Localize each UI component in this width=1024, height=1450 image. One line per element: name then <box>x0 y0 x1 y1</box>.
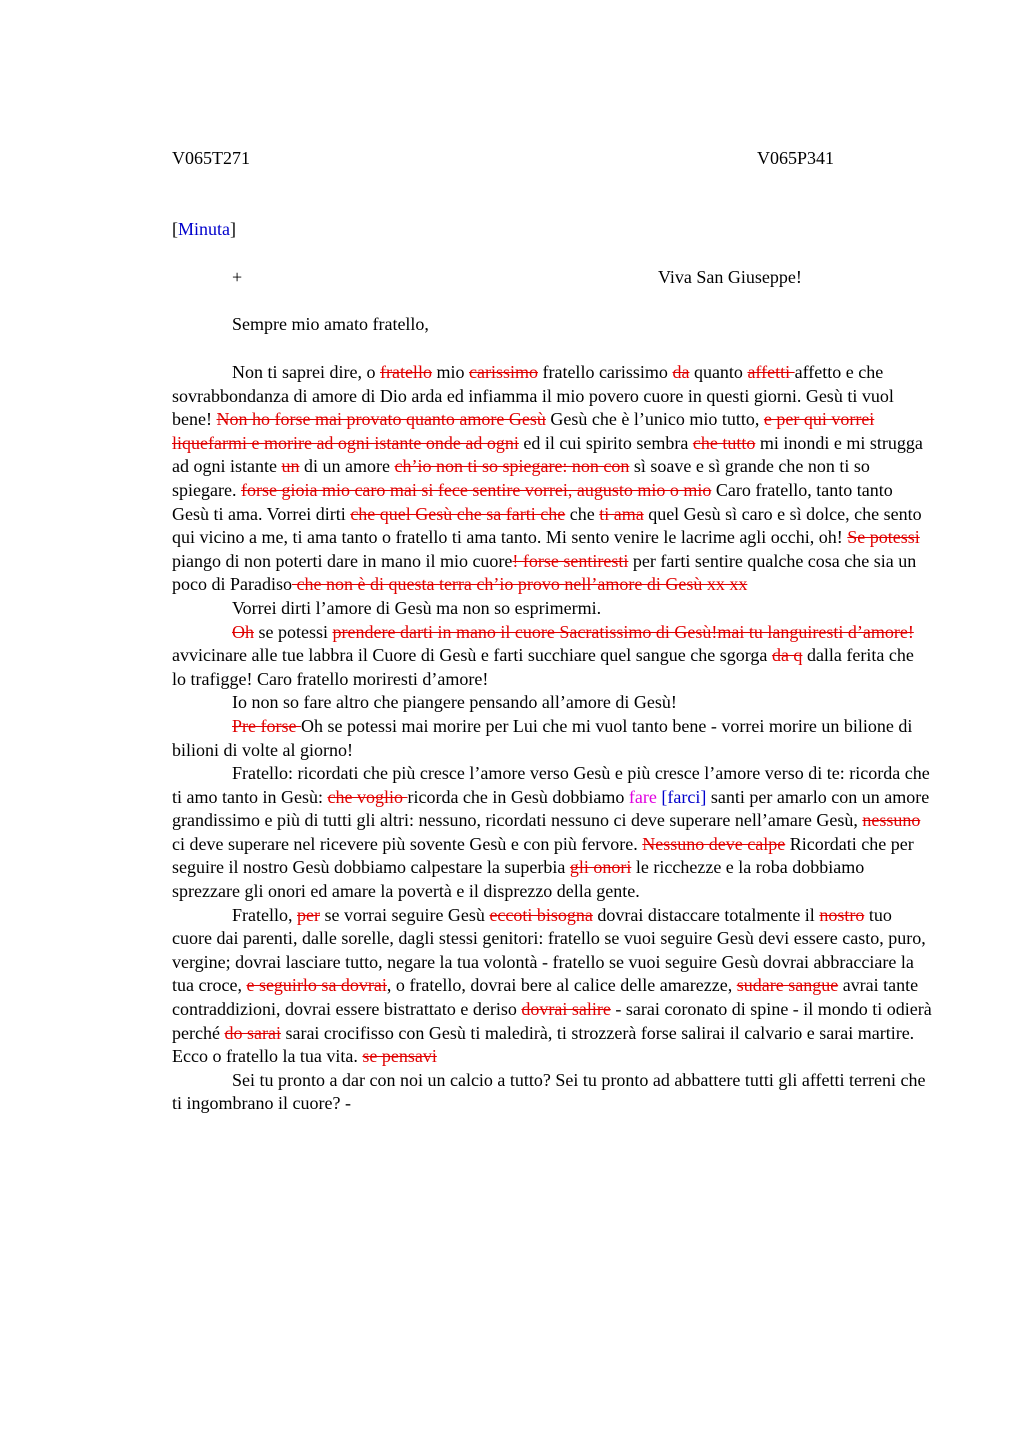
text-run: ricorda che in Gesù dobbiamo <box>407 786 629 807</box>
deleted-text: Oh <box>232 621 254 642</box>
letter-paragraph <box>172 361 932 597</box>
document-code-left: V065T271 <box>172 148 250 168</box>
deleted-text: forse gioia mio caro mai si fece sentire vorrei, augusto mio o mio <box>240 479 712 500</box>
text-run: Caro fratello, tanto tanto Gesù ti ama. Vorrei dirti <box>172 479 893 524</box>
deleted-text: ! forse sentiresti <box>512 550 629 571</box>
letter-paragraph <box>172 691 932 715</box>
text-run: fratello carissimo <box>537 362 673 382</box>
deleted-text: che voglio <box>327 786 408 807</box>
letter-paragraph <box>172 621 932 692</box>
text-run: ed il cui spirito sembra <box>518 432 693 453</box>
text-run: mi inondi e mi strugga ad ogni istante <box>172 432 923 477</box>
deleted-text: da <box>672 362 690 382</box>
text-run: Oh se potessi mai morire per Lui che mi vuol tanto bene - vorrei morire un bilione di bilioni di volte al giorno! <box>172 715 913 760</box>
letter-paragraph <box>172 904 932 1069</box>
text-run: avrai tante contraddizioni, dovrai essere bistrattato e deriso <box>172 975 919 1020</box>
deleted-text: Non ho forse mai provato quanto amore Gesù <box>216 409 546 430</box>
text-run: mio <box>431 362 469 382</box>
deleted-text: se pensavi <box>362 1046 437 1067</box>
text-run: le ricchezze e la roba dobbiamo sprezzare gli onori ed amare la povertà e il disprezzo della gente. <box>172 857 865 902</box>
letter-paragraph <box>172 715 932 762</box>
draft-label-text: Minuta <box>178 219 230 239</box>
editorial-insertion: farci <box>667 786 701 807</box>
invocation: Viva San Giuseppe! <box>658 267 802 287</box>
text-run: avvicinare alle tue labbra il Cuore di Gesù e farti succhiare quel sangue che sgorga <box>172 645 772 666</box>
text-run: dalla ferita che lo trafigge! Caro fratello moriresti d’amore! <box>172 645 914 689</box>
bracket-open: [ <box>172 219 178 239</box>
text-run: santi per amarlo con un amore grandissimo e più di tutti gli altri: nessuno, ricordati nessuno ci deve superare nell’amare Gesù, <box>172 786 930 831</box>
deleted-text: fratello <box>379 362 432 382</box>
text-run: , o fratello, dovrai bere al calice delle amarezze, <box>386 975 737 996</box>
deleted-text: un <box>281 456 300 477</box>
cross-mark: + <box>232 267 243 287</box>
text-run: - sarai coronato di spine - il mondo ti odierà perché <box>172 999 932 1043</box>
deleted-text: da q <box>771 645 803 666</box>
deleted-text: nostro <box>819 904 865 925</box>
text-run: Sei tu pronto a dar con noi un calcio a tutto? Sei tu pronto ad abbattere tutti gli affetti terreni che ti ingombrano il cuore? - <box>172 1069 926 1114</box>
deleted-text: che quel Gesù che sa farti che <box>350 503 566 524</box>
variant-text: fare <box>628 786 657 807</box>
deleted-text: e seguirlo sa dovrai <box>246 975 387 996</box>
text-run: Ricordati che per seguire il nostro Gesù dobbiamo calpestare la superbia <box>172 833 914 878</box>
text-run: ci deve superare nel ricevere più sovente Gesù e con più fervore. <box>172 833 643 854</box>
editorial-insertion: [ <box>661 786 668 807</box>
deleted-text: Nessuno deve calpe <box>642 833 786 854</box>
deleted-text: carissimo <box>468 362 538 382</box>
deleted-text: ch’io non ti so spiegare: non con <box>394 456 630 477</box>
letter-paragraph <box>172 1069 932 1116</box>
deleted-text: sudare sangue <box>736 975 839 996</box>
text-run: sarai crocifisso con Gesù ti maledirà, ti strozzerà forse salirai il calvario e sarai martire. Ecco o fratello la tua vita. <box>172 1022 915 1067</box>
text-run: affetto e che sovrabbondanza di amore di Dio arda ed infiamma il mio povero cuore in questi giorni. Gesù ti vuol bene! <box>172 362 894 430</box>
text-run: per farti sentire qualche cosa che sia un poco di Paradiso <box>172 550 917 595</box>
deleted-text: affetti <box>747 362 795 382</box>
text-run: piango di non poterti dare in mano il mio cuore <box>172 550 513 571</box>
document-code-right: V065P341 <box>757 148 835 168</box>
deleted-text: Pre forse <box>232 715 301 736</box>
text-run: Non ti saprei dire, o <box>232 362 380 382</box>
deleted-text: eccoti bisogna <box>489 904 593 925</box>
deleted-text: che non è di questa terra ch’io provo nell’amore di Gesù xx xx <box>291 574 748 595</box>
deleted-text: Se potessi <box>847 527 920 548</box>
text-run: quel Gesù sì caro e sì dolce, che sento qui vicino a me, ti ama tanto o fratello ti ama tanto. Mi sento venire le lacrime agli occhi, oh! <box>172 503 922 548</box>
text-run: Io non so fare altro che piangere pensando all’amore di Gesù! <box>232 692 677 713</box>
deleted-text: prendere darti in mano il cuore Sacratissimo di Gesù!mai tu languiresti d’amore! <box>332 621 914 642</box>
text-run: se vorrai seguire Gesù <box>319 904 490 925</box>
text-run: Vorrei dirti l’amore di Gesù ma non so esprimermi. <box>232 597 602 618</box>
letter-body <box>172 361 932 1116</box>
text-run: quanto <box>689 362 748 382</box>
deleted-text: do sarai <box>224 1022 281 1043</box>
deleted-text: nessuno <box>862 810 921 831</box>
text-run: tuo cuore dai parenti, dalle sorelle, dagli stessi genitori: fratello se vuoi seguire Gesù devi essere casto, puro, vergine; dovrai lasciare tutto, negare la tua volontà - fratello se vuoi seguire Gesù dovrai abbracciare la tua croce, <box>172 904 926 996</box>
text-run: dovrai distaccare totalmente il <box>592 904 820 925</box>
text-run: di un amore <box>299 456 395 477</box>
salutation: Sempre mio amato fratello, <box>232 314 429 334</box>
text-run: sì soave e sì grande che non ti so spiegare. <box>172 456 870 500</box>
letter-paragraph <box>172 597 932 621</box>
text-run: Fratello: ricordati che più cresce l’amore verso Gesù e più cresce l’amore verso di te: ricorda che ti amo tanto in Gesù: <box>172 763 930 807</box>
editorial-insertion: ] <box>700 786 707 807</box>
deleted-text: per <box>297 904 320 925</box>
bracket-close: ] <box>230 219 236 239</box>
deleted-text: che tutto <box>692 432 756 453</box>
text-run: Gesù che è l’unico mio tutto, <box>545 409 764 430</box>
text-run: che <box>565 503 600 524</box>
letter-paragraph <box>172 762 932 904</box>
deleted-text: ti ama <box>599 503 644 524</box>
deleted-text: dovrai salire <box>521 999 611 1020</box>
text-run: se potessi <box>254 621 333 642</box>
text-run: Fratello, <box>232 904 297 925</box>
deleted-text: e per qui vorrei liquefarmi e morire ad ogni istante onde ad ogni <box>172 409 875 453</box>
deleted-text: gli onori <box>569 857 632 878</box>
draft-label <box>172 219 236 240</box>
